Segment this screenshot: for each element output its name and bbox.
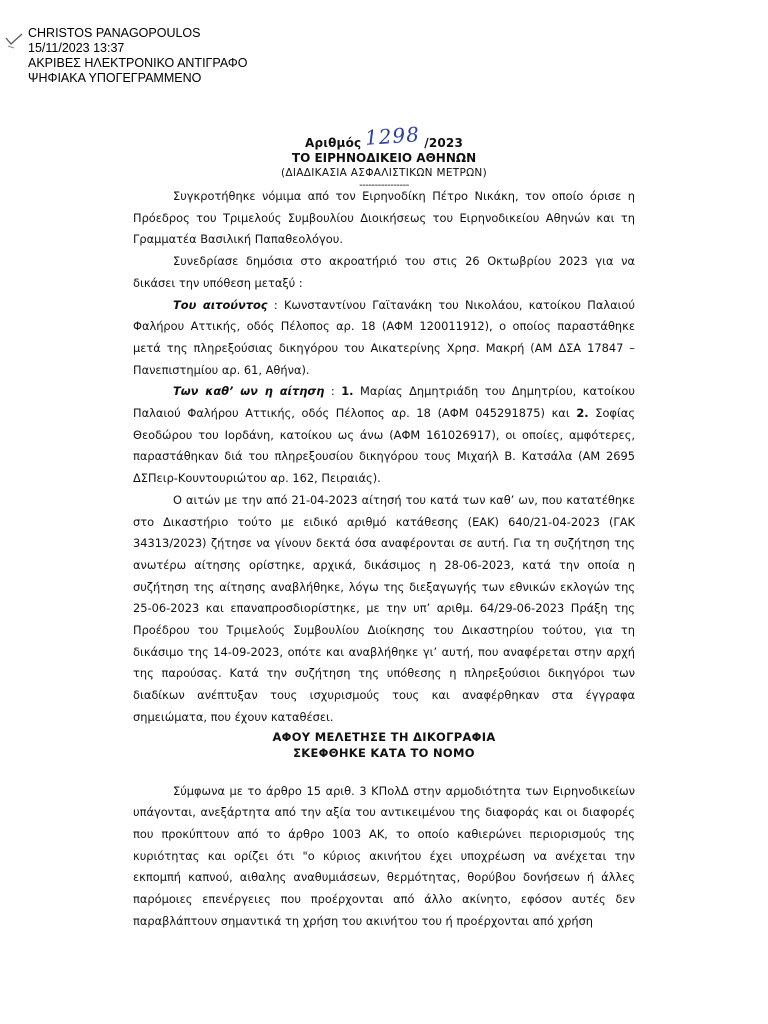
digitally-signed-note: ΨΗΦΙΑΚΑ ΥΠΟΓΕΓΡΑΜΜΕΝΟ xyxy=(28,71,202,85)
procedure-type: (ΔΙΑΔΙΚΑΣΙΑ ΑΣΦΑΛΙΣΤΙΚΩΝ ΜΕΤΡΩΝ) xyxy=(281,167,487,179)
header-separator: ---------------- xyxy=(359,180,409,191)
handwritten-number: 1298 xyxy=(364,122,421,150)
decision-number xyxy=(0,122,768,151)
digital-signature-stamp xyxy=(28,26,248,86)
paragraph-legal-basis: Σύμφωνα με το άρθρο 15 αριθ. 3 ΚΠολΔ στην αρμοδιότητα των Ειρηνοδικείων υπάγονται, ανεξάρτητα από την αξία του αντικειμένου της διαφοράς και οι διαφορές που προκύπτουν από το άρθρο 1003 ΑΚ, το οποίο καθιερώνει περιορισμούς της κυριότητας και ορίζει ότι "ο κύριος ακινήτου έχει υποχρέωση να ανέχεται την εκπομπή καπνού, αιθαλης αναθυμιάσεων, θερμότητας, θορύβου δονήσεων ή άλλες παρόμοιες επενέργειες που προέρχονται από άλλο ακίνητο, εφόσον αυτές δεν παραβλάπτουν σημαντικά τη χρήση του ακινήτου του ή προέρχονται από χρήση xyxy=(133,783,635,928)
paragraph-procedure-history: Ο αιτών με την από 21-04-2023 αίτησή του κατά των καθ’ ων, που κατατέθηκε στο Δικαστήριο τούτο με ειδικό αριθμό κατάθεσης (ΕΑΚ) 640/21-04-2023 (ΓΑΚ 34313/2023) ζήτησε να γίνουν δεκτά όσα αναφέρονται σε αυτή. Για τη συζήτηση της ανωτέρω αίτησης ορίστηκε, αρχικά, δικάσιμος η 28-06-2023, κατά την οποία η συζήτηση της αίτησης αναβλήθηκε, λόγω της διεξαγωγής των εθνικών εκλογών της 25-06-2023 και επαναπροσδιορίστηκε, με την υπ’ αριθμ. 64/29-06-2023 Πράξη της Προέδρου του Τριμελούς Συμβουλίου Διοίκησης του Δικαστηρίου τούτου, για τη δικάσιμο της 14-09-2023, οπότε και αναβλήθηκε γι’ αυτή, που αναφέρεται στην αρχή της παρούσας. Κατά την συζήτηση της υπόθεσης η πληρεξούσιοι δικηγόροι των διαδίκων ανέπτυξαν τους ισχυρισμούς τους και αναφέρθηκαν στα έγγραφα σημειώματα, που έχουν καταθέσει. xyxy=(133,492,635,724)
applicant-label: Του αιτούντος xyxy=(173,297,268,312)
number-year: /2023 xyxy=(424,136,464,150)
paragraph-session: Συνεδρίασε δημόσια στο ακροατήριό του στις 26 Οκτωβρίου 2023 για να δικάσει την υπόθεση μεταξύ : xyxy=(133,254,635,290)
document-body xyxy=(133,186,635,933)
applicant-text: : Κωνσταντίνου Γαϊτανάκη του Νικολάου, κατοίκου Παλαιού Φαλήρου Αττικής, οδός Πέλοπος αρ. 18 (ΑΦΜ 120011912), ο οποίος παραστάθηκε μετά της πληρεξούσιας δικηγόρου του Αικατερίνης Χρησ. Μακρή (ΑΜ ΔΣΑ 17847 – Πανεπιστημίου αρ. 61, Αθήνα). xyxy=(133,297,635,377)
signer-name: CHRISTOS PANAGOPOULOS xyxy=(28,26,201,40)
exact-copy-note: ΑΚΡΙΒΕΣ ΗΛΕΚΤΡΟΝΙΚΟ ΑΝΤΙΓΡΑΦΟ xyxy=(28,56,248,70)
paragraph-respondents xyxy=(133,381,635,490)
paragraph-applicant xyxy=(133,295,635,382)
signature-check-icon xyxy=(4,32,26,50)
respondents-colon: : xyxy=(324,384,342,399)
heading-considered: ΣΚΕΦΘΗΚΕ ΚΑΤΑ ΤΟ ΝΟΜΟ xyxy=(293,745,475,760)
document-header xyxy=(0,122,768,191)
signature-timestamp: 15/11/2023 13:37 xyxy=(28,41,125,55)
respondent-1-number: 1. xyxy=(341,384,354,399)
court-name: ΤΟ ΕΙΡΗΝΟΔΙΚΕΙΟ ΑΘΗΝΩΝ xyxy=(291,151,477,165)
section-heading xyxy=(133,729,635,761)
respondent-2-number: 2. xyxy=(576,406,589,421)
respondents-label: Των καθ’ ων η αίτηση xyxy=(173,384,325,399)
paragraph-composition: Συγκροτήθηκε νόμιμα από τον Ειρηνοδίκη Πέτρο Νικάκη, τον οποίο όρισε η Πρόεδρος του Τριμελούς Συμβουλίου Διοικήσεως του Ειρηνοδικείου Αθηνών και τη Γραμματέα Βασιλική Παπαθεολόγου. xyxy=(133,189,635,247)
respondent-2-text: Σοφίας Θεοδώρου του Ιορδάνη, κατοίκου ως άνω (ΑΦΜ 161026917), οι οποίες, αμφότερες, παραστάθηκαν διά του πληρεξουσίου δικηγόρου τους Μιχαήλ Β. Κατσάλα (ΑΜ 2695 ΔΣΠειρ-Κουντουριώτου αρ. 162, Πειραιάς). xyxy=(133,406,635,486)
number-label: Αριθμός xyxy=(304,136,362,150)
respondent-1-text: Μαρίας Δημητριάδη του Δημητρίου, κατοίκου Παλαιού Φαλήρου Αττικής, οδός Πέλοπος αρ. 18 (ΑΦΜ 045291875) και xyxy=(133,384,635,421)
heading-studied: ΑΦΟΥ ΜΕΛΕΤΗΣΕ ΤΗ ΔΙΚΟΓΡΑΦΙΑ xyxy=(272,729,496,744)
